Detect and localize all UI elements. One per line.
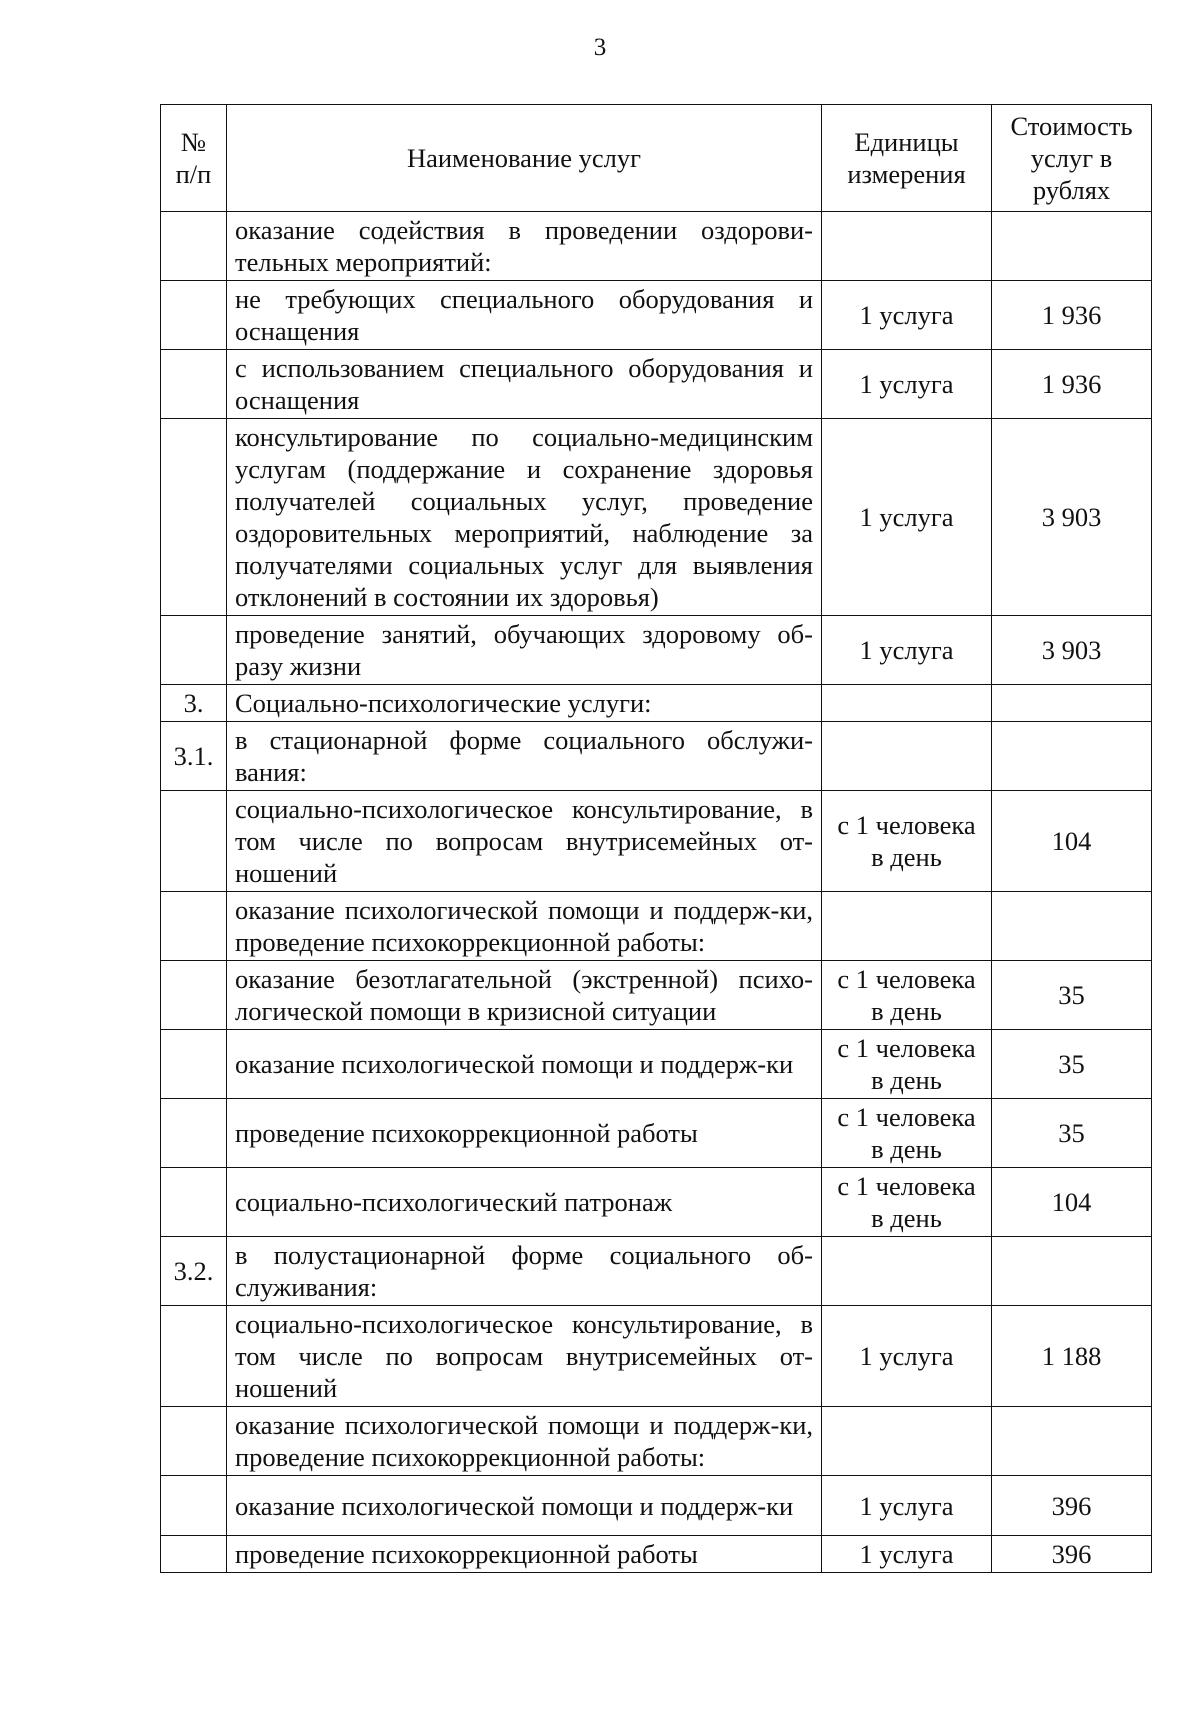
row-name: социально-психологическое консультирование, в том числе по вопросам внутрисемейных от-ношений	[227, 791, 822, 892]
table-row	[161, 1407, 1152, 1476]
page-number: 3	[593, 34, 607, 61]
row-name: социально-психологическое консультирование, в том числе по вопросам внутрисемейных от-ношений	[227, 1306, 822, 1407]
table-row	[161, 281, 1152, 350]
table-row	[161, 722, 1152, 791]
row-price: 3 903	[992, 419, 1152, 616]
table-header-row	[161, 105, 1152, 212]
row-name: оказание психологической помощи и поддерж-ки	[227, 1476, 822, 1536]
row-num: 3.2.	[161, 1237, 227, 1306]
row-unit: 1 услуга	[822, 1536, 992, 1573]
row-num	[161, 892, 227, 961]
table-row	[161, 1476, 1152, 1536]
row-num	[161, 791, 227, 892]
row-name: с использованием специального оборудования и оснащения	[227, 350, 822, 419]
row-unit: с 1 человека в день	[822, 791, 992, 892]
row-name: Социально-психологические услуги:	[227, 685, 822, 722]
row-price: 35	[992, 1030, 1152, 1099]
table-row	[161, 1306, 1152, 1407]
header-price: Стоимость услуг в рублях	[992, 105, 1152, 212]
row-unit	[822, 1407, 992, 1476]
row-num	[161, 1476, 227, 1536]
row-num	[161, 281, 227, 350]
row-price: 35	[992, 961, 1152, 1030]
header-name: Наименование услуг	[227, 105, 822, 212]
row-price	[992, 212, 1152, 281]
table-row	[161, 892, 1152, 961]
row-name: в полустационарной форме социального об-служивания:	[227, 1237, 822, 1306]
row-unit	[822, 1237, 992, 1306]
services-price-table	[160, 104, 1152, 1573]
row-price: 3 903	[992, 616, 1152, 685]
row-price: 35	[992, 1099, 1152, 1168]
header-num: № п/п	[161, 105, 227, 212]
row-price: 104	[992, 791, 1152, 892]
row-name: оказание содействия в проведении оздорови-тельных мероприятий:	[227, 212, 822, 281]
row-unit	[822, 685, 992, 722]
row-price	[992, 1237, 1152, 1306]
row-unit	[822, 722, 992, 791]
row-num: 3.1.	[161, 722, 227, 791]
row-name: оказание психологической помощи и поддерж-ки	[227, 1030, 822, 1099]
row-price	[992, 722, 1152, 791]
row-unit: с 1 человека в день	[822, 1030, 992, 1099]
table-row	[161, 1168, 1152, 1237]
row-num	[161, 1407, 227, 1476]
table-row	[161, 685, 1152, 722]
row-name: оказание психологической помощи и поддерж-ки, проведение психокоррекционной работы:	[227, 892, 822, 961]
table-row	[161, 616, 1152, 685]
row-unit: 1 услуга	[822, 281, 992, 350]
row-name: социально-психологический патронаж	[227, 1168, 822, 1237]
row-unit: с 1 человека в день	[822, 961, 992, 1030]
row-num	[161, 212, 227, 281]
row-price	[992, 892, 1152, 961]
row-price: 104	[992, 1168, 1152, 1237]
row-unit: 1 услуга	[822, 350, 992, 419]
row-unit: с 1 человека в день	[822, 1099, 992, 1168]
row-unit: с 1 человека в день	[822, 1168, 992, 1237]
row-unit	[822, 212, 992, 281]
row-num	[161, 1030, 227, 1099]
table-row	[161, 350, 1152, 419]
table-row	[161, 1099, 1152, 1168]
row-num	[161, 1306, 227, 1407]
table-row	[161, 1237, 1152, 1306]
row-name: не требующих специального оборудования и оснащения	[227, 281, 822, 350]
row-name: оказание безотлагательной (экстренной) психо-логической помощи в кризисной ситуации	[227, 961, 822, 1030]
row-unit: 1 услуга	[822, 616, 992, 685]
row-name: в стационарной форме социального обслужи-вания:	[227, 722, 822, 791]
row-num	[161, 616, 227, 685]
row-unit: 1 услуга	[822, 419, 992, 616]
row-price	[992, 1407, 1152, 1476]
row-unit: 1 услуга	[822, 1306, 992, 1407]
row-num	[161, 350, 227, 419]
row-price: 396	[992, 1476, 1152, 1536]
table-row	[161, 1536, 1152, 1573]
header-unit: Единицы измерения	[822, 105, 992, 212]
row-unit: 1 услуга	[822, 1476, 992, 1536]
row-price: 1 936	[992, 350, 1152, 419]
row-num	[161, 419, 227, 616]
table-row	[161, 1030, 1152, 1099]
row-price: 396	[992, 1536, 1152, 1573]
row-num	[161, 1099, 227, 1168]
row-name: проведение психокоррекционной работы	[227, 1536, 822, 1573]
row-price: 1 188	[992, 1306, 1152, 1407]
row-unit	[822, 892, 992, 961]
row-name: проведение занятий, обучающих здоровому об-разу жизни	[227, 616, 822, 685]
table-row	[161, 791, 1152, 892]
row-price	[992, 685, 1152, 722]
row-name: консультирование по социально-медицинским услугам (поддержание и сохранение здоровья получателей социальных услуг, проведение оздоровительных мероприятий, наблюдение за получателями социальных услуг для выявления отклонений в состоянии их здоровья)	[227, 419, 822, 616]
row-num	[161, 1168, 227, 1237]
row-num	[161, 1536, 227, 1573]
row-num	[161, 961, 227, 1030]
row-price: 1 936	[992, 281, 1152, 350]
row-name: проведение психокоррекционной работы	[227, 1099, 822, 1168]
table-row	[161, 961, 1152, 1030]
row-num: 3.	[161, 685, 227, 722]
row-name: оказание психологической помощи и поддерж-ки, проведение психокоррекционной работы:	[227, 1407, 822, 1476]
table-row	[161, 419, 1152, 616]
table-row	[161, 212, 1152, 281]
